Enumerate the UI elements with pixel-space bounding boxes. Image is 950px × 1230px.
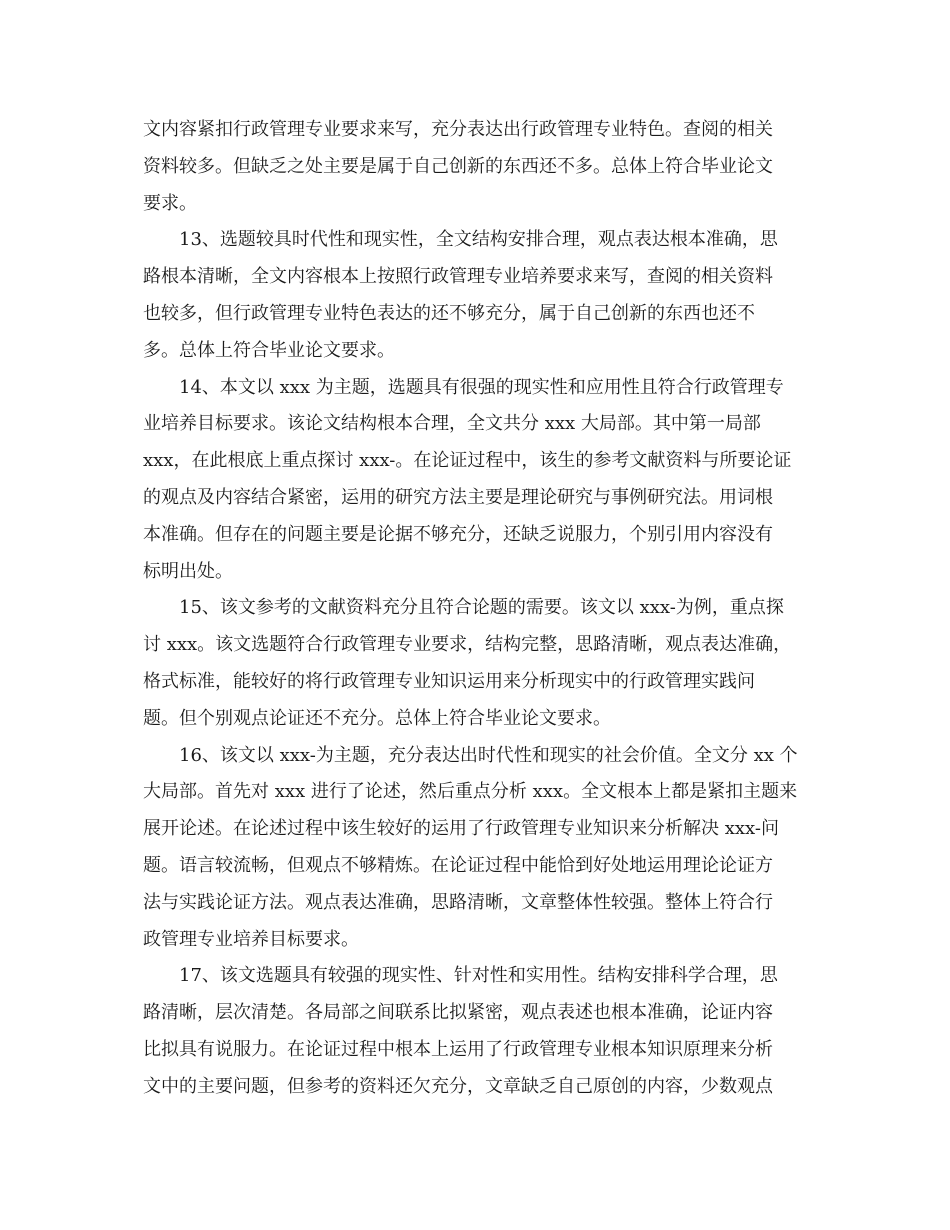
document-body bbox=[143, 112, 815, 1106]
paragraph-16 bbox=[143, 738, 815, 959]
text-line: 也较多，但行政管理专业特色表达的还不够充分，属于自己创新的东西也还不 bbox=[143, 302, 755, 324]
text-line: xxx，在此根底上重点探讨 xxx-。在论证过程中，该生的参考文献资料与所要论证 bbox=[143, 450, 792, 472]
text-line: 业培养目标要求。该论文结构根本合理，全文共分 xxx 大局部。其中第一局部 bbox=[143, 413, 761, 435]
text-line: 文内容紧扣行政管理专业要求来写，充分表达出行政管理专业特色。查阅的相关 bbox=[143, 119, 773, 140]
text-line: 展开论述。在论述过程中该生较好的运用了行政管理专业知识来分析解决 xxx-问 bbox=[143, 818, 779, 840]
text-line: 标明出处。 bbox=[143, 560, 233, 582]
text-line: 题。但个别观点论证还不充分。总体上符合毕业论文要求。 bbox=[143, 707, 611, 729]
paragraph-14 bbox=[143, 370, 815, 591]
text-line: 讨 xxx。该文选题符合行政管理专业要求，结构完整，思路清晰，观点表达准确， bbox=[143, 634, 792, 656]
text-line: 资料较多。但缺乏之处主要是属于自己创新的东西还不多。总体上符合毕业论文 bbox=[143, 155, 773, 177]
text-line: 的观点及内容结合紧密，运用的研究方法主要是理论研究与事例研究法。用词根 bbox=[143, 486, 773, 508]
text-line: 本准确。但存在的问题主要是论据不够充分，还缺乏说服力，个别引用内容没有 bbox=[143, 523, 773, 545]
text-line: 比拟具有说服力。在论证过程中根本上运用了行政管理专业根本知识原理来分析 bbox=[143, 1038, 773, 1060]
paragraph-13 bbox=[143, 222, 815, 369]
text-line: 题。语言较流畅，但观点不够精炼。在论证过程中能恰到好处地运用理论论证方 bbox=[143, 854, 773, 876]
text-line: 17、该文选题具有较强的现实性、针对性和实用性。结构安排科学合理，思 bbox=[179, 965, 778, 987]
paragraph-17 bbox=[143, 958, 815, 1105]
text-line: 法与实践论证方法。观点表达准确，思路清晰，文章整体性较强。整体上符合行 bbox=[143, 891, 773, 913]
text-line: 政管理专业培养目标要求。 bbox=[143, 928, 359, 950]
text-line: 文中的主要问题，但参考的资料还欠充分，文章缺乏自己原创的内容，少数观点 bbox=[143, 1075, 773, 1097]
text-line: 路根本清晰，全文内容根本上按照行政管理专业培养要求来写，查阅的相关资料 bbox=[143, 266, 773, 288]
paragraph-continuation bbox=[143, 112, 815, 222]
text-line: 要求。 bbox=[143, 192, 197, 214]
text-line: 多。总体上符合毕业论文要求。 bbox=[143, 339, 395, 361]
text-line: 大局部。首先对 xxx 进行了论述，然后重点分析 xxx。全文根本上都是紧扣主题来 bbox=[143, 781, 798, 803]
text-line: 格式标准，能较好的将行政管理专业知识运用来分析现实中的行政管理实践问 bbox=[143, 670, 755, 692]
text-line: 14、本文以 xxx 为主题，选题具有很强的现实性和应用性且符合行政管理专 bbox=[179, 376, 784, 398]
paragraph-15 bbox=[143, 590, 815, 737]
text-line: 16、该文以 xxx-为主题，充分表达出时代性和现实的社会价值。全文分 xx 个 bbox=[179, 744, 798, 766]
text-line: 13、选题较具时代性和现实性，全文结构安排合理，观点表达根本准确，思 bbox=[179, 229, 778, 251]
text-line: 15、该文参考的文献资料充分且符合论题的需要。该文以 xxx-为例，重点探 bbox=[179, 597, 784, 619]
text-line: 路清晰，层次清楚。各局部之间联系比拟紧密，观点表述也根本准确，论证内容 bbox=[143, 1002, 773, 1024]
